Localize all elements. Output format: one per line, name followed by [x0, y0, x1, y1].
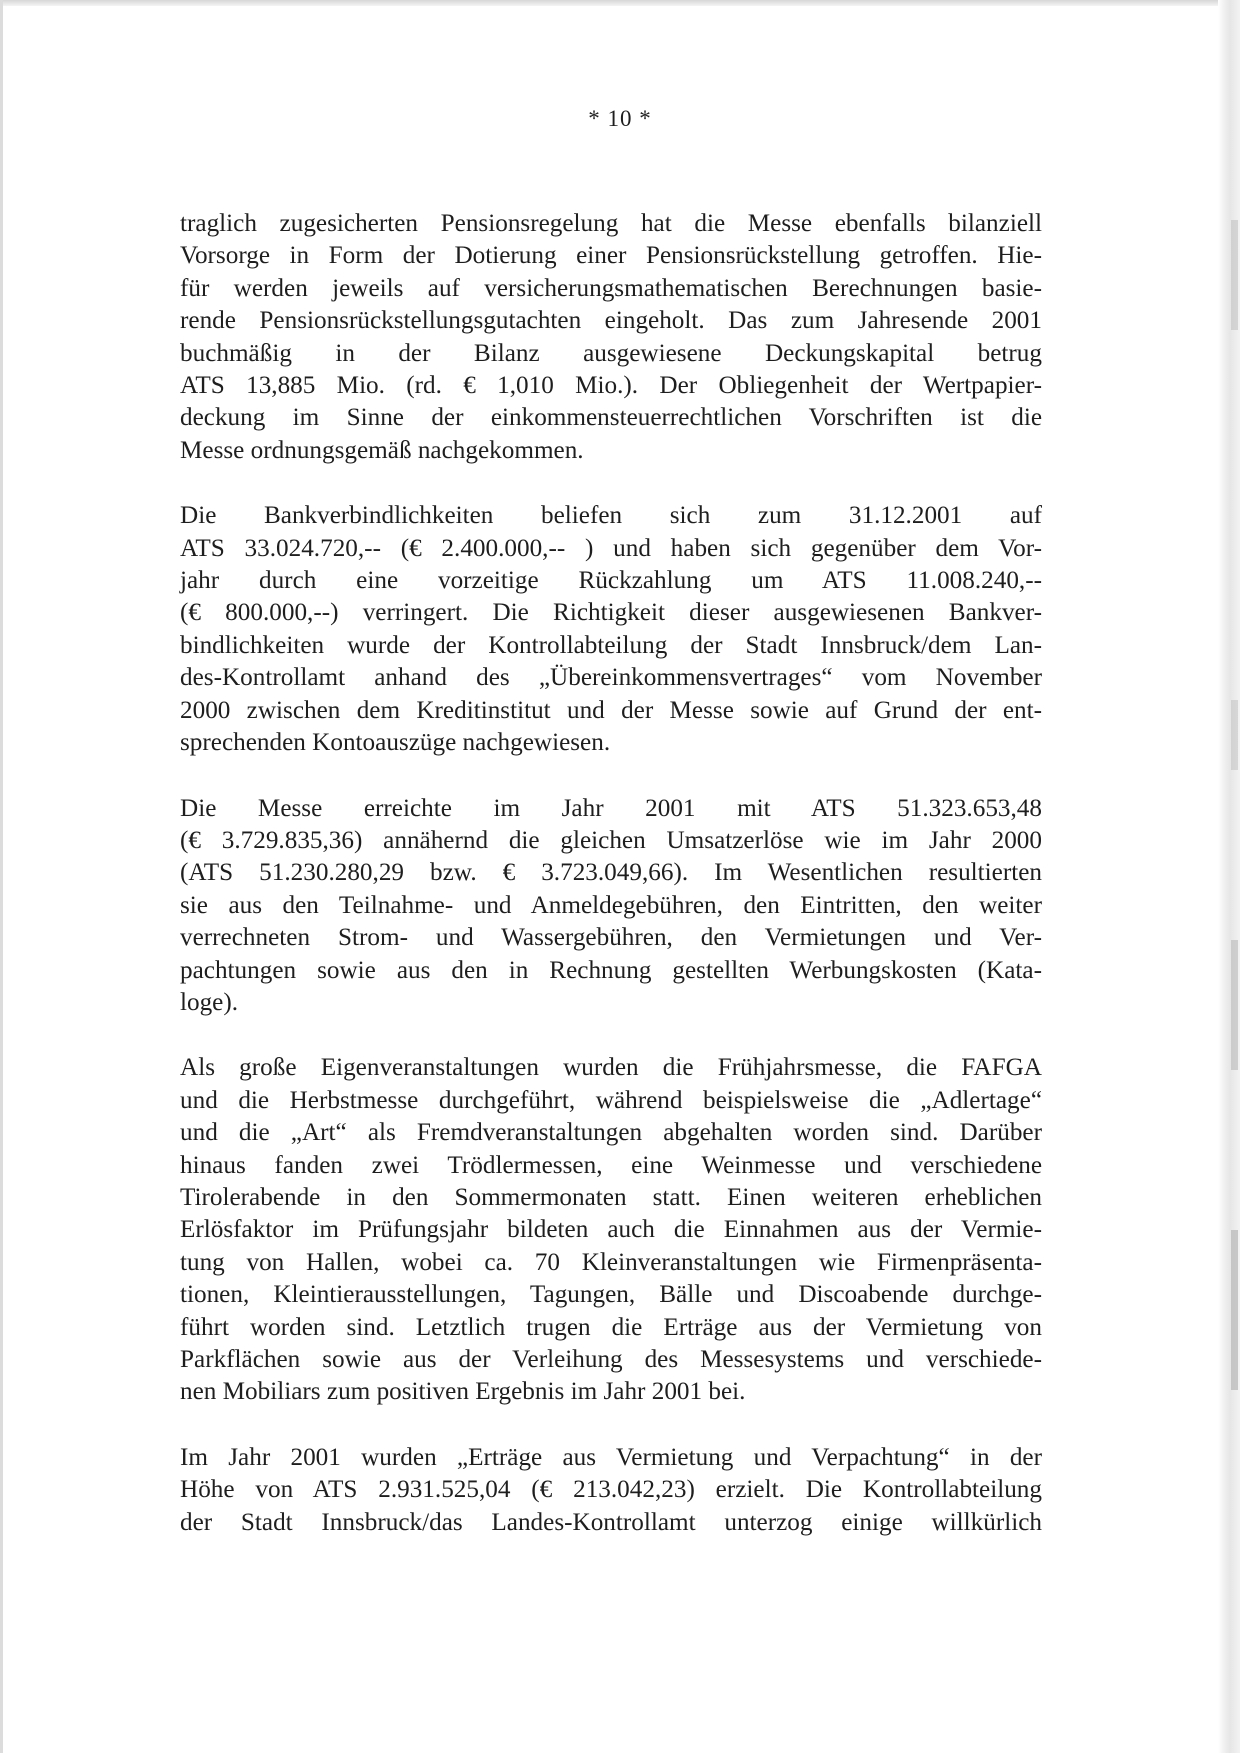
paragraph-5: [180, 1442, 1042, 1539]
paragraph-1: [180, 208, 1042, 467]
text-line: führt worden sind. Letztlich trugen die Erträge aus der Vermietung von: [180, 1313, 1042, 1341]
text-line: (€ 800.000,--) verringert. Die Richtigkeit dieser ausgewiesenen Bankver-: [180, 599, 1042, 627]
text-line: Die Messe erreichte im Jahr 2001 mit ATS 51.323.653,48: [180, 794, 1042, 822]
text-line: loge).: [180, 988, 239, 1016]
text-line: ATS 33.024.720,-- (€ 2.400.000,-- ) und haben sich gegenüber dem Vor-: [180, 534, 1042, 562]
scan-shadow-strip: [1231, 1230, 1238, 1390]
scan-shadow-strip: [1231, 940, 1238, 1070]
text-line: rende Pensionsrückstellungsgutachten eingeholt. Das zum Jahresende 2001: [180, 307, 1042, 335]
text-line: ATS 13,885 Mio. (rd. € 1,010 Mio.). Der Obliegenheit der Wertpapier-: [180, 372, 1042, 400]
scan-edge-left: [0, 0, 3, 1753]
scan-shadow-strip: [1231, 220, 1238, 330]
scan-edge-right: [1218, 0, 1240, 1753]
paragraph-3: [180, 793, 1042, 1020]
text-line: verrechneten Strom- und Wassergebühren, den Vermietungen und Ver-: [180, 924, 1042, 952]
paragraph-2: [180, 500, 1042, 759]
text-line: Tirolerabende in den Sommermonaten statt. Einen weiteren erheblichen: [180, 1183, 1042, 1211]
text-line: (ATS 51.230.280,29 bzw. € 3.723.049,66). Im Wesentlichen resultierten: [180, 859, 1042, 887]
text-line: sprechenden Kontoauszüge nachgewiesen.: [180, 729, 611, 757]
text-line: und die Herbstmesse durchgeführt, während beispielsweise die „Adlertage“: [180, 1086, 1042, 1114]
text-line: (€ 3.729.835,36) annähernd die gleichen Umsatzerlöse wie im Jahr 2000: [180, 826, 1042, 854]
text-line: jahr durch eine vorzeitige Rückzahlung um ATS 11.008.240,--: [180, 567, 1042, 595]
text-line: tionen, Kleintierausstellungen, Tagungen, Bälle und Discoabende durchge-: [180, 1281, 1042, 1309]
text-line: tung von Hallen, wobei ca. 70 Kleinveranstaltungen wie Firmenpräsenta-: [180, 1248, 1042, 1276]
text-line: Im Jahr 2001 wurden „Erträge aus Vermietung und Verpachtung“ in der: [180, 1443, 1042, 1471]
text-line: der Stadt Innsbruck/das Landes-Kontrollamt unterzog einige willkürlich: [180, 1508, 1042, 1536]
document-body: [180, 208, 1042, 1572]
text-line: 2000 zwischen dem Kreditinstitut und der Messe sowie auf Grund der ent-: [180, 696, 1042, 724]
text-line: traglich zugesicherten Pensionsregelung hat die Messe ebenfalls bilanziell: [180, 210, 1042, 237]
text-line: und die „Art“ als Fremdveranstaltungen abgehalten worden sind. Darüber: [180, 1119, 1042, 1147]
text-line: des-Kontrollamt anhand des „Übereinkommensvertrages“ vom November: [180, 664, 1042, 692]
text-line: bindlichkeiten wurde der Kontrollabteilung der Stadt Innsbruck/dem Lan-: [180, 631, 1042, 659]
text-line: für werden jeweils auf versicherungsmathematischen Berechnungen basie-: [180, 274, 1042, 302]
text-line: Erlösfaktor im Prüfungsjahr bildeten auch die Einnahmen aus der Vermie-: [180, 1216, 1042, 1244]
text-line: buchmäßig in der Bilanz ausgewiesene Deckungskapital betrug: [180, 339, 1042, 367]
paragraph-4: [180, 1052, 1042, 1408]
text-line: sie aus den Teilnahme- und Anmeldegebühren, den Eintritten, den weiter: [180, 891, 1042, 919]
text-line: Parkflächen sowie aus der Verleihung des Messesystems und verschiede-: [180, 1346, 1042, 1373]
text-line: Die Bankverbindlichkeiten beliefen sich zum 31.12.2001 auf: [180, 502, 1042, 530]
text-line: Messe ordnungsgemäß nachgekommen.: [180, 436, 584, 464]
text-line: deckung im Sinne der einkommensteuerrechtlichen Vorschriften ist die: [180, 404, 1042, 432]
scan-edge-top: [0, 0, 1240, 6]
text-line: nen Mobiliars zum positiven Ergebnis im Jahr 2001 bei.: [180, 1378, 746, 1406]
text-line: hinaus fanden zwei Trödlermessen, eine Weinmesse und verschiedene: [180, 1151, 1042, 1179]
text-line: Höhe von ATS 2.931.525,04 (€ 213.042,23) erzielt. Die Kontrollabteilung: [180, 1476, 1042, 1504]
text-line: Vorsorge in Form der Dotierung einer Pensionsrückstellung getroffen. Hie-: [180, 242, 1042, 270]
text-line: pachtungen sowie aus den in Rechnung gestellten Werbungskosten (Kata-: [180, 956, 1042, 984]
text-line: Als große Eigenveranstaltungen wurden die Frühjahrsmesse, die FAFGA: [180, 1054, 1042, 1082]
scan-shadow-strip: [1231, 700, 1238, 770]
page-number: * 10 *: [588, 106, 652, 131]
